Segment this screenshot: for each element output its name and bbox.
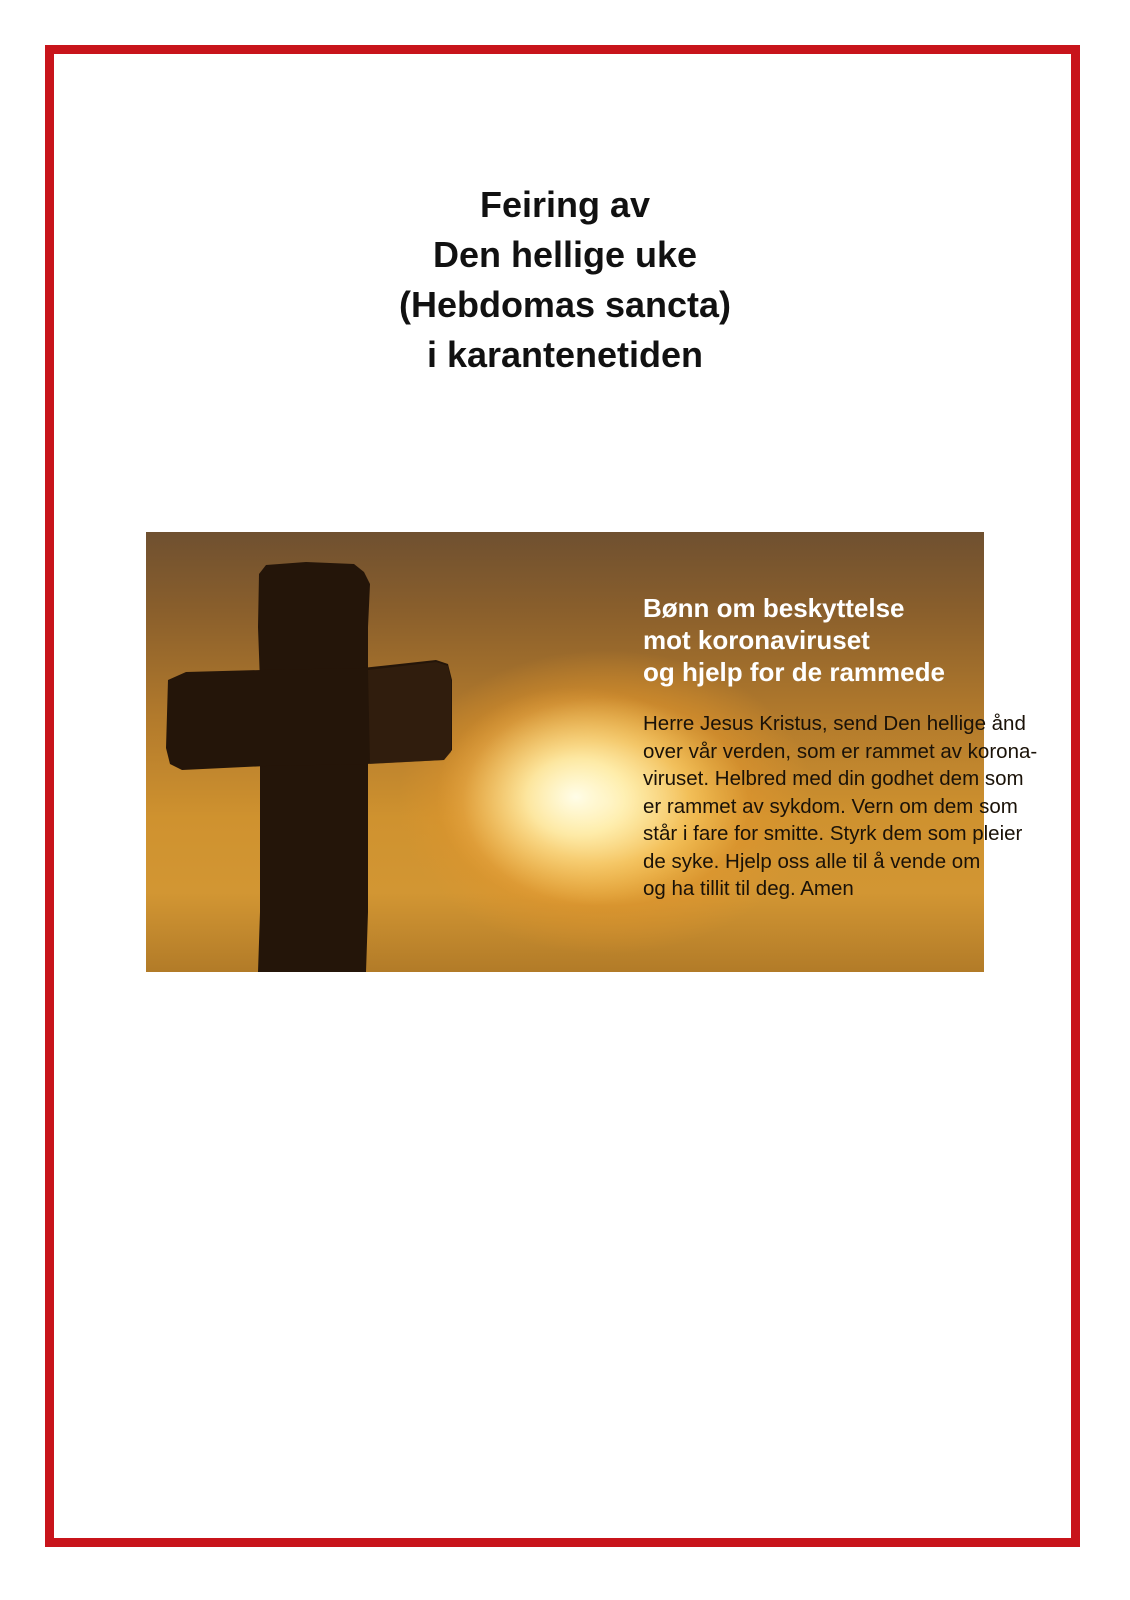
prayer-body: [643, 710, 1038, 903]
prayer-body-line-3: viruset. Helbred med din godhet dem som: [643, 767, 1024, 790]
prayer-heading: [643, 592, 973, 688]
prayer-heading-line-1: Bønn om beskyttelse: [643, 593, 905, 623]
prayer-body-line-1: Herre Jesus Kristus, send Den hellige ånd: [643, 712, 1026, 735]
prayer-body-line-6: de syke. Hjelp oss alle til å vende om: [643, 849, 981, 873]
prayer-heading-line-2: mot koronaviruset: [643, 625, 870, 655]
title-line-3: (Hebdomas sancta): [398, 284, 732, 325]
prayer-heading-line-3: og hjelp for de rammede: [643, 657, 945, 687]
prayer-text-block: [643, 592, 1038, 903]
prayer-body-line-2: over vår verden, som er rammet av korona-: [643, 739, 1038, 763]
document-title: [0, 180, 1130, 380]
title-line-1: Feiring av: [479, 184, 651, 225]
prayer-body-line-7: og ha tillit til deg. Amen: [643, 877, 854, 900]
prayer-body-line-5: står i fare for smitte. Styrk dem som pleier: [643, 822, 1023, 845]
prayer-banner-image: [146, 532, 1038, 972]
prayer-body-line-4: er rammet av sykdom. Vern om dem som: [643, 794, 1018, 818]
title-line-4: i karantenetiden: [426, 334, 704, 375]
title-line-2: Den hellige uke: [432, 234, 698, 275]
